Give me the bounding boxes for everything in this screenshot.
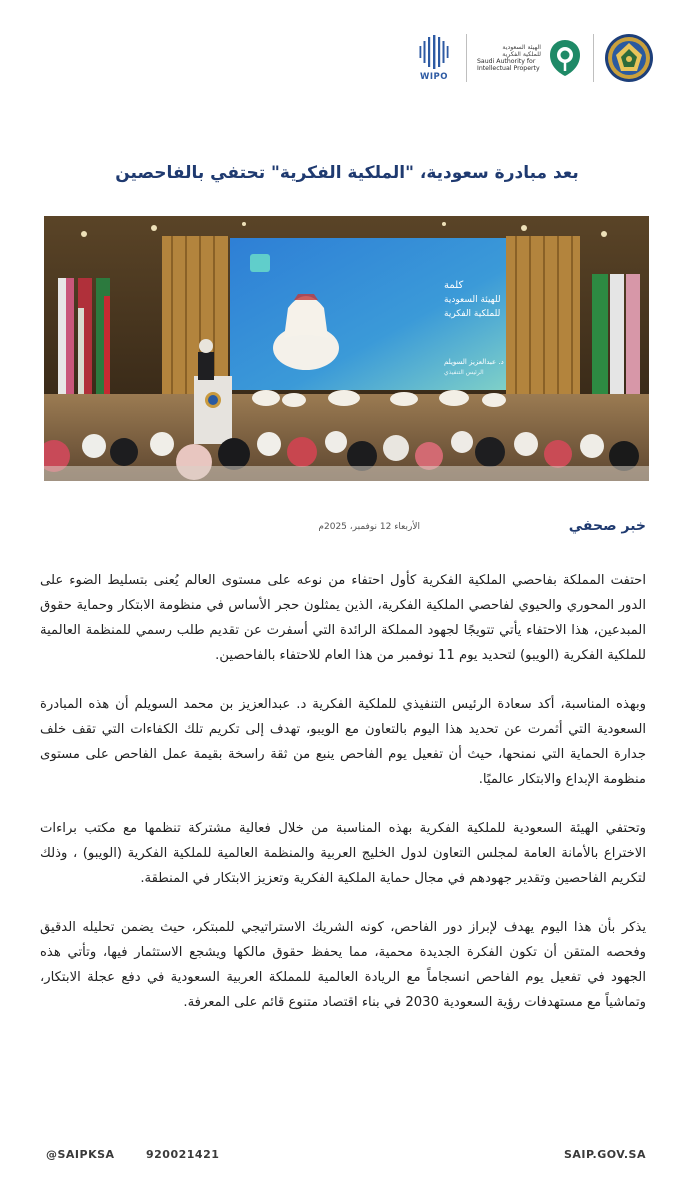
- article-paragraph: وتحتفي الهيئة السعودية للملكية الفكرية بهذه المناسبة من خلال فعالية مشتركة تنظمها مع مكتب براءات الاختراع بالأمانة العامة لمجلس التعاون لدول الخليج العربية والمنظمة العالمية للملكية الفكرية (الويبو) ، وذلك لتكريم الفاحصين وتقدير جهودهم في مجال حماية الملكية الفكرية وتعزيز الابتكار في المنطقة.: [40, 821, 646, 886]
- screen-text-2: للهيئة السعودية: [444, 295, 501, 305]
- saip-mark-icon: [547, 38, 583, 78]
- event-photo: [44, 216, 649, 481]
- article-paragraph: وبهذه المناسبة، أكد سعادة الرئيس التنفيذي للملكية الفكرية د. عبدالعزيز بن محمد السويلم أن هذه المبادرة السعودية التي أثمرت عن تحديد هذا اليوم بالتعاون مع الويبو، تهدف إلى تكريم تلك الكفاءات التي تقف خلف جدارة الحماية التي نمنحها، حيث أن تفعيل يوم الفاحص ينبع من ثقة راسخة بقيمة عمل الفاحص على مستوى منظومة الإبداع والابتكار عالميًا.: [40, 697, 646, 787]
- article-body: [40, 568, 646, 1039]
- screen-speaker-title: الرئيس التنفيذي: [444, 369, 484, 376]
- logo-separator: [593, 34, 594, 82]
- logo-separator: [466, 34, 467, 82]
- saip-name-ar-2: للملكية الفكرية: [502, 50, 541, 58]
- screen-text-3: للملكية الفكرية: [444, 309, 501, 319]
- screen-speaker-name: د. عبدالعزيز السويلم: [444, 358, 504, 366]
- article-paragraph: يذكر بأن هذا اليوم يهدف لإبراز دور الفاحص، كونه الشريك الاستراتيجي للمبتكر، حيث يضمن تحليله الدقيق وفحصه المتقن أن تكون الفكرة الجديدة محمية، مما يحفظ حقوق مالكها ويشجع الاستثمار فيها، وتأتي هذه الجهود في تفعيل يوم الفاحص انسجاماً مع الريادة العالمية للمملكة العربية السعودية في دفع عجلة الابتكار، وتماشياً مع مستهدفات رؤية السعودية 2030 في بناء اقتصاد متنوع قائم على المعرفة.: [40, 920, 646, 1010]
- saip-name-en-1: Saudi Authority for: [477, 58, 536, 65]
- saip-logo: [477, 38, 583, 78]
- wipo-label: WIPO: [420, 72, 448, 82]
- headline: بعد مبادرة سعودية، "الملكية الفكرية" تحتفي بالفاحصين: [115, 163, 579, 183]
- gcc-emblem-icon: [604, 33, 654, 83]
- saip-wordmark: [477, 44, 541, 73]
- wipo-globe-icon: [416, 34, 452, 70]
- social-handle[interactable]: @SAIPKSA: [46, 1148, 115, 1161]
- saip-name-ar-1: الهيئة السعودية: [502, 43, 541, 51]
- header-logos: [412, 28, 654, 88]
- screen-text-1: كلمة: [444, 280, 464, 291]
- phone-number[interactable]: 920021421: [146, 1148, 220, 1161]
- website-link[interactable]: SAIP.GOV.SA: [563, 1148, 646, 1161]
- article-paragraph: احتفت المملكة بفاحصي الملكية الفكرية كأول احتفاء من نوعه على مستوى العالم يُعنى بتسليط الضوء على الدور المحوري والحيوي لفاحصي الملكية الفكرية، الذين يمثلون حجر الأساس في منظومة الابتكار وحماية حقوق المبدعين، هذا الاحتفاء يأتي تتويجًا لجهود المملكة الرائدة التي أسفرت عن تقديم طلب رسمي للمنظمة العالمية للملكية الفكرية (الويبو) لتحديد يوم 11 نوفمبر من هذا العام للاحتفاء بالفاحصين.: [40, 573, 646, 663]
- press-release-label: خبر صحفي: [568, 518, 646, 534]
- footer: [46, 1148, 646, 1168]
- saip-name-en-2: Intellectual Property: [477, 65, 540, 73]
- wipo-logo: [412, 34, 456, 82]
- publish-date: الأربعاء 12 نوفمبر، 2025م: [318, 522, 420, 532]
